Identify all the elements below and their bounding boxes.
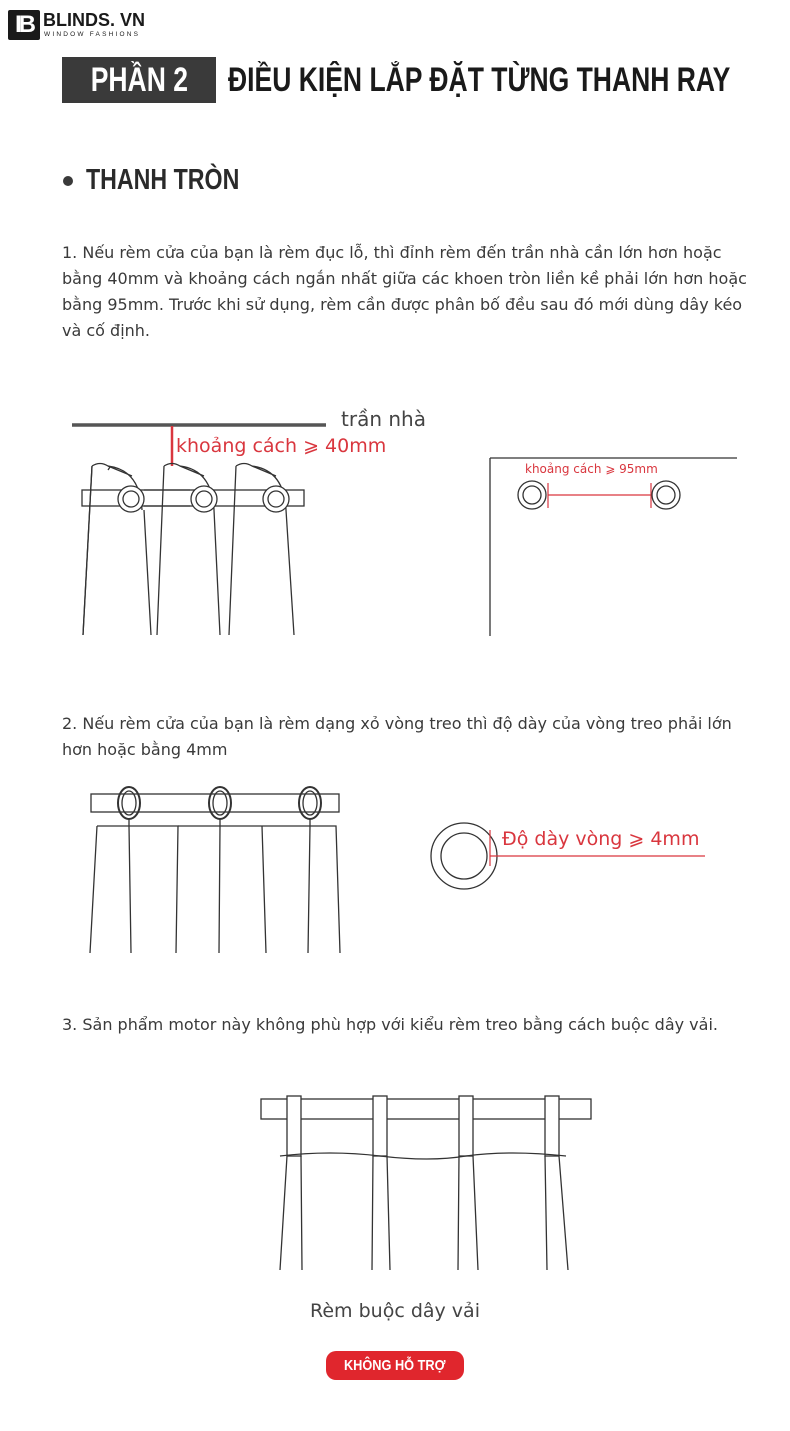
fabric-tie (545, 1096, 559, 1156)
fabric-tie (287, 1096, 301, 1156)
curtain-panel (545, 1156, 568, 1270)
paragraph-2: 2. Nếu rèm cửa của bạn là rèm dạng xỏ vòng treo thì độ dày của vòng treo phải lớn hơn hoặc bằng 4mm (62, 714, 732, 759)
brand-tagline: WINDOW FASHIONS (44, 31, 141, 38)
not-supported-label: KHÔNG HỖ TRỢ (344, 1357, 446, 1374)
grommet-ring (118, 486, 144, 512)
curtain-panel (90, 826, 178, 953)
grommet-spacing-illustration (490, 458, 737, 636)
spacing-label: khoảng cách ⩾ 95mm (525, 462, 658, 476)
not-supported-badge (326, 1351, 463, 1380)
gap-label: khoảng cách ⩾ 40mm (176, 435, 387, 457)
ring-inner-circle (441, 833, 487, 879)
grommet-ring (191, 486, 217, 512)
diagram-caption: Rèm buộc dây vải (310, 1300, 480, 1322)
fabric-tie (373, 1096, 387, 1156)
thickness-label: Độ dày vòng ⩾ 4mm (502, 828, 700, 850)
paragraph-1: 1. Nếu rèm cửa của bạn là rèm đục lỗ, thì đỉnh rèm đến trần nhà cần lớn hơn hoặc bằng 40mm và khoảng cách ngắn nhất giữa các khoen tròn liền kề phải lớn hơn hoặc bằng 95mm. Trước khi sử dụng, rèm cần được phân bố đều sau đó mới dùng dây kéo và cố định. (62, 243, 747, 340)
page-title: ĐIỀU KIỆN LẮP ĐẶT TỪNG THANH RAY (228, 60, 731, 99)
curtain-top-edge (280, 1153, 566, 1159)
grommet-ring (518, 481, 546, 509)
paragraph-3: 3. Sản phẩm motor này không phù hợp với kiểu rèm treo bằng cách buộc dây vải. (62, 1015, 718, 1034)
curtain-panel (372, 1156, 390, 1270)
curtain-rod (261, 1099, 591, 1119)
part-label: PHẦN 2 (90, 60, 188, 99)
curtain-panel (458, 1156, 478, 1270)
brand-logo-mark: IB (8, 10, 40, 40)
curtain-panel (178, 826, 266, 953)
badge-container (0, 1351, 790, 1380)
curtain-panel (262, 826, 340, 953)
grommet-ring (652, 481, 680, 509)
curtain-panel (280, 1156, 302, 1270)
curtain-rod (91, 794, 339, 812)
grommet-ring (263, 486, 289, 512)
ceiling-label: trần nhà (341, 407, 426, 431)
brand-name: BLINDS. VN (43, 10, 146, 30)
tie-top-curtain-illustration (261, 1096, 591, 1270)
ring-curtain-illustration (90, 787, 340, 953)
section-title: THANH TRÒN (86, 163, 240, 196)
fabric-tie (459, 1096, 473, 1156)
